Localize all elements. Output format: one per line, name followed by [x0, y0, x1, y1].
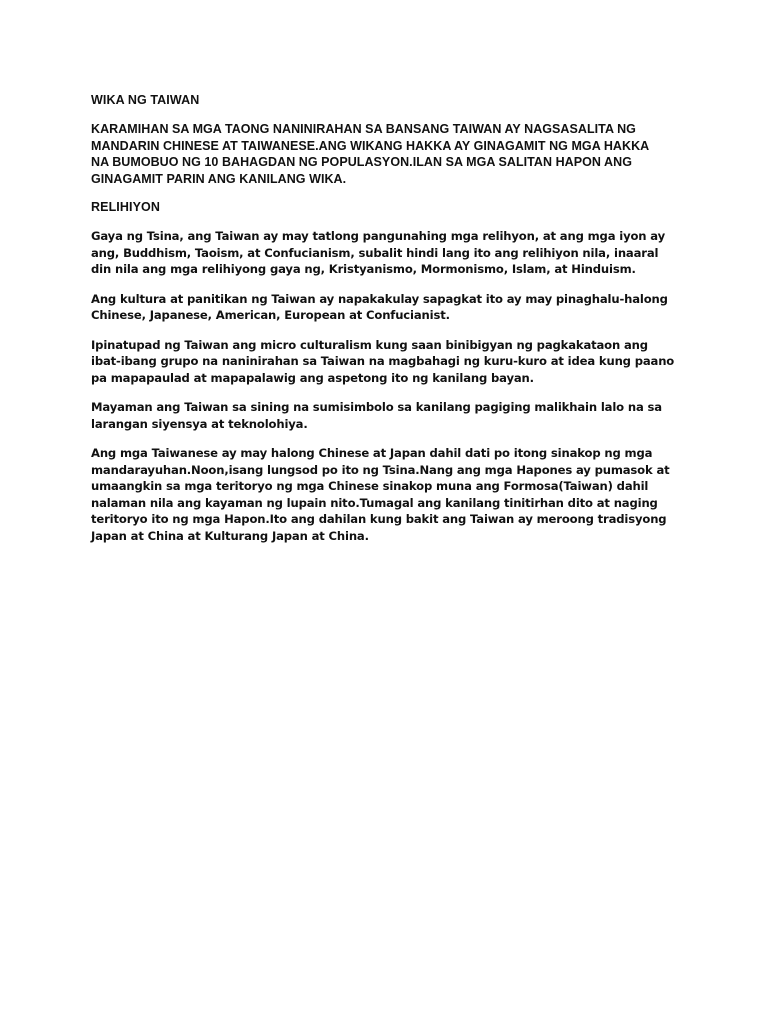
paragraph-line: ang, Buddhism, Taoism, at Confucianism, subalit hindi lang ito ang relihiyon nila, inaaral: [91, 245, 659, 260]
paragraph-line: GINAGAMIT PARIN ANG KANILANG WIKA.: [91, 171, 347, 186]
paragraph-religion: [91, 228, 691, 278]
paragraph-line: Ipinatupad ng Taiwan ang micro culturalism kung saan binibigyan ng pagkakataon ang: [91, 337, 648, 352]
paragraph-line: Japan at China at Kulturang Japan at China.: [91, 528, 369, 543]
section-heading: RELIHIYON: [91, 200, 160, 214]
paragraph-line: umaangkin sa mga teritoryo ng mga Chinese sinakop muna ang Formosa(Taiwan) dahil: [91, 479, 649, 493]
paragraph-culture: [91, 291, 691, 324]
paragraph-line: mandarayuhan.Noon,isang lungsod po ito ng Tsina.Nang ang mga Hapones ay pumasok at: [91, 462, 670, 477]
paragraph-line: pa mapapaulad at mapapalawig ang aspetong ito ng kanilang bayan.: [91, 370, 534, 385]
paragraph-line: larangan siyensya at teknolohiya.: [91, 416, 308, 431]
paragraph-line: din nila ang mga relihiyong gaya ng, Kristyanismo, Mormonismo, Islam, at Hinduism.: [91, 262, 636, 276]
document-body: [91, 92, 691, 557]
paragraph-line: nalaman nila ang kayaman ng lupain nito.Tumagal ang kanilang tinitirhan dito at naging: [91, 495, 658, 510]
paragraph-history: [91, 445, 691, 544]
paragraph-line: KARAMIHAN SA MGA TAONG NANINIRAHAN SA BANSANG TAIWAN AY NAGSASALITA NG: [91, 122, 636, 136]
paragraph-line: MANDARIN CHINESE AT TAIWANESE.ANG WIKANG HAKKA AY GINAGAMIT NG MGA HAKKA: [91, 138, 650, 153]
paragraph-multiculturalism: [91, 337, 691, 387]
paragraph-line: teritoryo ito ng mga Hapon.Ito ang dahilan kung bakit ang Taiwan ay meroong tradisyong: [91, 512, 667, 526]
paragraph-line: Ang kultura at panitikan ng Taiwan ay napakakulay sapagkat ito ay may pinaghalu-halong: [91, 291, 668, 306]
paragraph-line: ibat-ibang grupo na naninirahan sa Taiwan na magbahagi ng kuru-kuro at idea kung paano: [91, 354, 675, 368]
paragraph-line: NA BUMOBUO NG 10 BAHAGDAN NG POPULASYON.ILAN SA MGA SALITAN HAPON ANG: [91, 155, 632, 169]
paragraph-line: Mayaman ang Taiwan sa sining na sumisimbolo sa kanilang pagiging malikhain lalo na sa: [91, 400, 662, 414]
paragraph-line: Chinese, Japanese, American, European at Confucianist.: [91, 308, 450, 322]
paragraph-line: Gaya ng Tsina, ang Taiwan ay may tatlong pangunahing mga relihyon, at ang mga iyon ay: [91, 229, 666, 243]
paragraph-arts: [91, 399, 691, 432]
intro-paragraph: [91, 121, 691, 187]
paragraph-line: Ang mga Taiwanese ay may halong Chinese at Japan dahil dati po itong sinakop ng mga: [91, 446, 653, 460]
document-title: WIKA NG TAIWAN: [91, 93, 200, 107]
